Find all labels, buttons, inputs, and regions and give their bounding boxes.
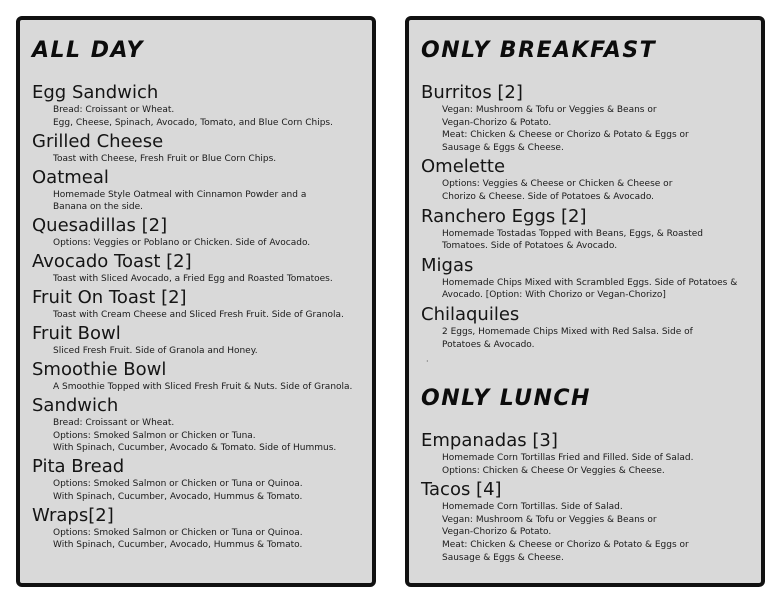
menu-item-description: Homemade Corn Tortillas Fried and Filled. Side of Salad. Options: Chicken & Cheese Or Veggies & Cheese. <box>442 453 694 476</box>
menu-item-description: Sliced Fresh Fruit. Side of Granola and Honey. <box>53 346 258 357</box>
menu-item <box>32 82 366 129</box>
menu-item <box>32 456 366 503</box>
menu-item-description: Options: Veggies or Poblano or Chicken. Side of Avocado. <box>53 238 311 249</box>
menu-item <box>421 82 755 154</box>
menu-item-name: Sandwich <box>32 395 119 417</box>
menu-item-name: Empanadas [3] <box>421 430 558 451</box>
menu-item-name: Omelette <box>421 156 506 178</box>
menu-item <box>32 131 366 166</box>
decorative-dot: · <box>426 357 429 366</box>
menu-item-name: Quesadillas [2] <box>32 215 168 237</box>
only-breakfast-heading: ONLY BREAKFAST <box>421 38 657 63</box>
menu-item-name: Smoothie Bowl <box>32 359 167 381</box>
menu-item-name: Fruit Bowl <box>32 323 121 345</box>
menu-item-name: Chilaquiles <box>421 303 520 325</box>
menu-item <box>32 505 366 552</box>
menu-item-name: Tacos [4] <box>421 479 502 501</box>
menu-item <box>421 479 755 564</box>
menu-item <box>32 215 366 250</box>
menu-item-description: Toast with Cheese, Fresh Fruit or Blue Corn Chips. <box>53 153 277 164</box>
menu-item <box>32 359 366 394</box>
menu-item-description: Bread: Croissant or Wheat. Egg, Cheese, Spinach, Avocado, Tomato, and Blue Corn Chips. <box>53 105 333 128</box>
menu-item <box>32 395 366 455</box>
menu-item-description: A Smoothie Topped with Sliced Fresh Fruit & Nuts. Side of Granola. <box>53 382 353 393</box>
menu-item-description: Toast with Sliced Avocado, a Fried Egg and Roasted Tomatoes. <box>53 274 333 285</box>
menu-item-description: Homemade Tostadas Topped with Beans, Eggs, & Roasted Tomatoes. Side of Potatoes & Avocado. <box>442 228 704 252</box>
menu-item-description: Bread: Croissant or Wheat. Options: Smoked Salmon or Chicken or Tuna. With Spinach, Cucumber, Avocado & Tomato. Side of Hummus. <box>53 418 337 454</box>
menu-item-name: Grilled Cheese <box>32 130 164 152</box>
menu-item-name: Migas <box>421 254 474 276</box>
menu-item-name: Burritos [2] <box>421 82 523 103</box>
only-lunch-heading: ONLY LUNCH <box>421 386 591 411</box>
menu-item <box>421 255 755 302</box>
menu-item-name: Avocado Toast [2] <box>32 251 192 273</box>
menu-item-description: 2 Eggs, Homemade Chips Mixed with Red Salsa. Side of Potatoes & Avocado. <box>442 326 693 350</box>
menu-item <box>421 304 755 351</box>
menu-item <box>32 287 366 322</box>
all-day-item-list <box>32 82 366 553</box>
all-day-heading: ALL DAY <box>32 38 144 63</box>
menu-item-name: Oatmeal <box>32 166 109 188</box>
menu-item <box>421 156 755 203</box>
menu-item <box>32 251 366 286</box>
menu-item <box>32 323 366 358</box>
menu-item-name: Ranchero Eggs [2] <box>421 205 587 227</box>
lunch-item-list <box>421 430 755 566</box>
menu-item-description: Homemade Chips Mixed with Scrambled Eggs. Side of Potatoes & Avocado. [Option: With Chorizo or Vegan-Chorizo] <box>442 277 738 301</box>
menu-item-name: Wraps[2] <box>32 504 114 526</box>
menu-item-description: Toast with Cream Cheese and Sliced Fresh Fruit. Side of Granola. <box>53 310 344 321</box>
menu-item <box>421 206 755 253</box>
menu-item-description: Options: Smoked Salmon or Chicken or Tuna or Quinoa. With Spinach, Cucumber, Avocado, Hummus & Tomato. <box>53 527 303 551</box>
menu-item-description: Options: Smoked Salmon or Chicken or Tuna or Quinoa. With Spinach, Cucumber, Avocado, Hummus & Tomato. <box>53 479 303 502</box>
menu-item-description: Homemade Style Oatmeal with Cinnamon Powder and a Banana on the side. <box>53 189 307 213</box>
menu-item <box>32 167 366 214</box>
menu-item-description: Options: Veggies & Cheese or Chicken & Cheese or Chorizo & Cheese. Side of Potatoes & Avocado. <box>442 179 673 202</box>
all-day-panel <box>16 16 376 587</box>
menu-item-name: Egg Sandwich <box>32 82 159 103</box>
menu-item-name: Fruit On Toast [2] <box>32 287 187 309</box>
menu-item-description: Vegan: Mushroom & Tofu or Veggies & Beans or Vegan-Chorizo & Potato. Meat: Chicken & Cheese or Chorizo & Potato & Eggs or Sausage & Eggs & Cheese. <box>442 105 689 153</box>
menu-item <box>421 430 755 477</box>
menu-item-name: Pita Bread <box>32 456 125 478</box>
breakfast-item-list <box>421 82 755 353</box>
menu-item-description: Homemade Corn Tortillas. Side of Salad. Vegan: Mushroom & Tofu or Veggies & Beans or Vegan-Chorizo & Potato. Meat: Chicken & Cheese or Chorizo & Potato & Eggs or Sausage & Eggs & Cheese. <box>442 502 689 563</box>
only-breakfast-panel <box>405 16 765 587</box>
